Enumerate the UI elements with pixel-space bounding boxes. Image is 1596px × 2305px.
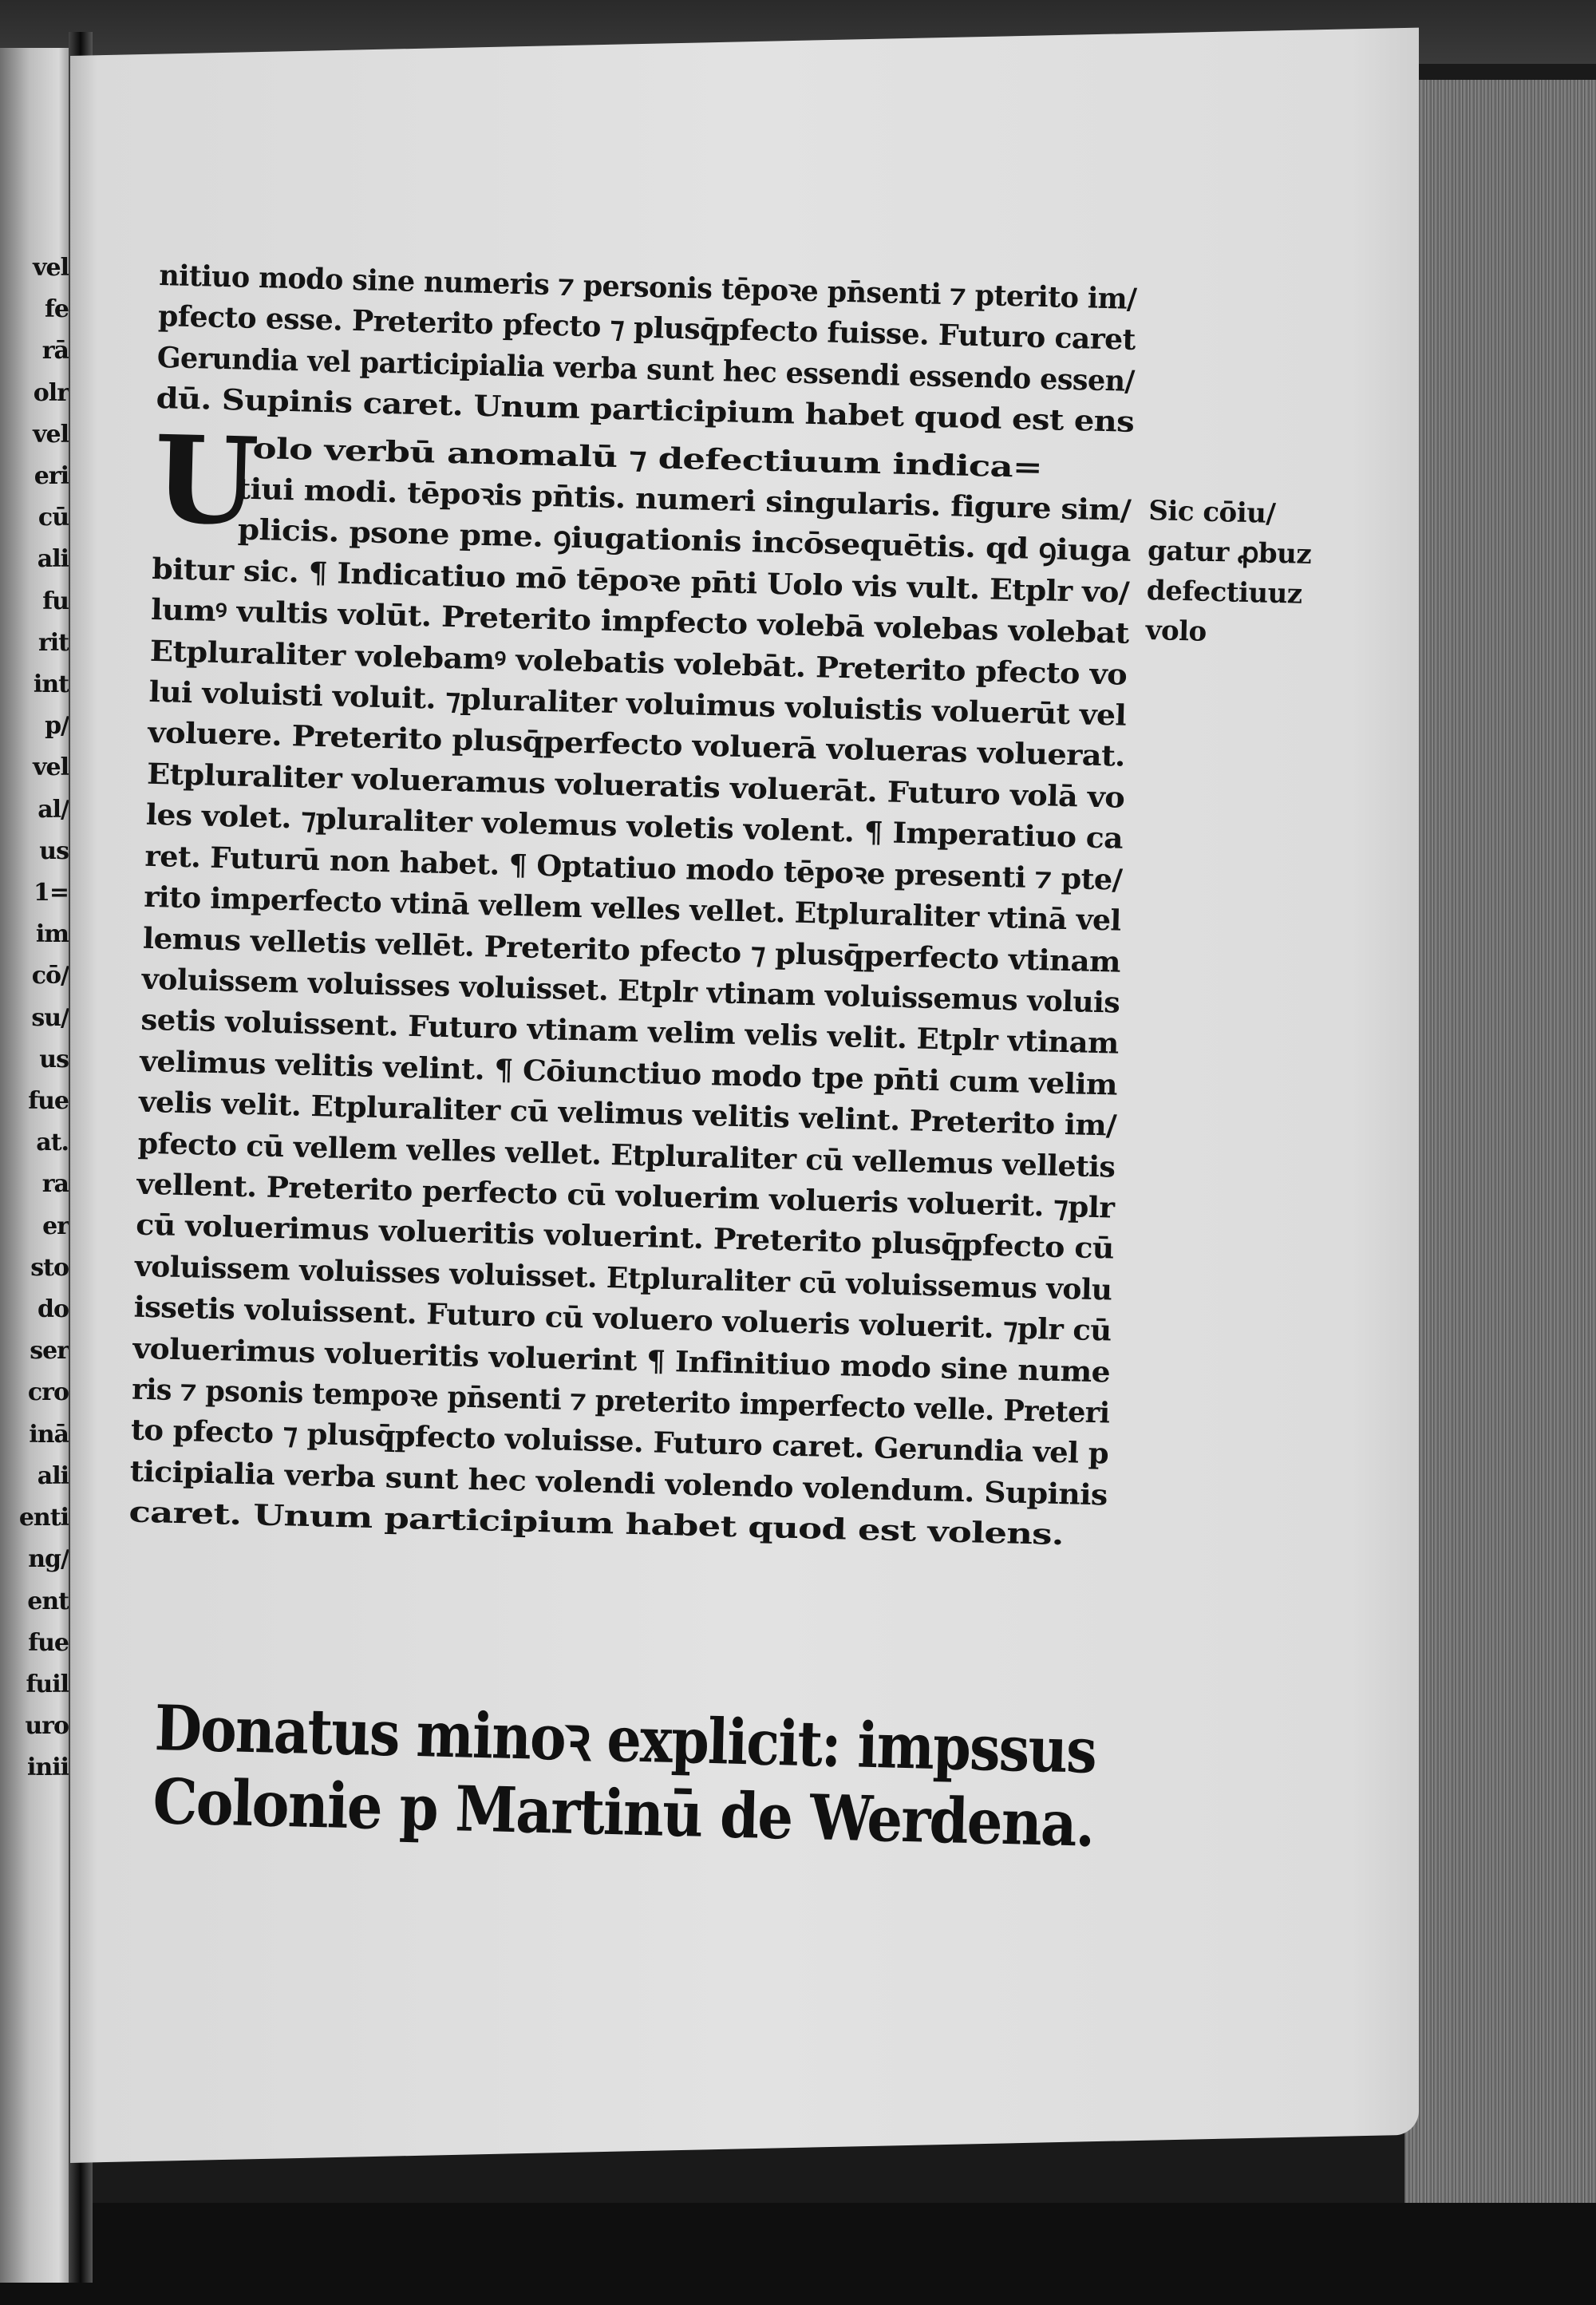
colophon xyxy=(152,1692,1161,1864)
left-page-fragment: cro xyxy=(27,1378,69,1407)
marginal-note-line: defectiuuz xyxy=(1146,574,1303,611)
left-page-fragment: at. xyxy=(36,1129,69,1157)
left-page xyxy=(0,48,73,2283)
marginal-note xyxy=(1145,491,1317,654)
marginal-note-line: volo xyxy=(1145,614,1207,648)
book-fore-edge xyxy=(1404,80,1596,2235)
left-page-fragment: us xyxy=(39,836,69,865)
left-page-fragment: rit xyxy=(38,628,69,657)
text-line: vellent. Preterito perfecto cū voluerim volueris voluerit. ⁊plr xyxy=(136,1167,1115,1225)
left-page-fragment: inā xyxy=(29,1420,69,1449)
left-page-fragment: fu xyxy=(42,587,69,615)
left-page-fragment: fue xyxy=(28,1087,69,1116)
text-line: lemus velletis vellēt. Preterito pfecto ⁊ plusq̄perfecto vtinam xyxy=(142,921,1121,979)
text-line: olo verbū anomalū ⁊ defectiuum indica= xyxy=(252,431,1043,484)
left-page-fragment: vel xyxy=(33,254,69,282)
marginal-note-line: Sic cōiu/ xyxy=(1148,494,1276,530)
left-page-fragment: vel xyxy=(33,753,69,782)
left-page-fragment: ent xyxy=(27,1587,69,1615)
left-page-fragment: ali xyxy=(37,545,69,574)
text-line: ticipialia verba sunt hec volendi volendo volendum. Supinis xyxy=(129,1454,1108,1512)
page-text-block xyxy=(128,255,1141,1557)
left-page-fragment: fue xyxy=(28,1628,69,1657)
text-line: ris ⁊ psonis tempoꝛe pn̄senti ⁊ preterito imperfecto velle. Preteri xyxy=(131,1372,1110,1430)
top-paragraph xyxy=(156,255,1141,444)
left-page-fragment: inii xyxy=(26,1753,69,1782)
left-page-fragment: cū xyxy=(38,504,69,532)
colophon-line-1: Donatus minoꝛ explicit: impssus xyxy=(153,1692,1097,1788)
left-page-fragment: im xyxy=(35,920,69,949)
left-page-fragment: olr xyxy=(33,378,69,407)
marginal-note-line: gatur ꝓbuz xyxy=(1147,534,1312,571)
text-line: pfecto esse. Preterito pfecto ⁊ plusq̄pfecto fuisse. Futuro caret xyxy=(157,299,1136,358)
left-page-fragment: cō/ xyxy=(31,962,69,990)
text-line: les volet. ⁊pluraliter volemus voletis volent. ¶ Imperatiuo ca xyxy=(145,798,1124,856)
left-page-fragment: us xyxy=(39,1045,69,1073)
left-page-fragment: ng/ xyxy=(28,1545,69,1574)
text-line: lui voluisti voluit. ⁊pluraliter voluimus voluistis voluerūt vel xyxy=(148,674,1127,733)
left-page-fragment: ser xyxy=(30,1337,69,1366)
left-page-fragment: ra xyxy=(41,1170,69,1199)
text-line: voluissem voluisses voluisset. Etpluraliter cū voluissemus volu xyxy=(134,1249,1112,1307)
left-page-fragment: do xyxy=(38,1295,69,1324)
text-line: lumꝰ vultis volūt. Preterito impfecto volebā volebas volebat xyxy=(150,593,1130,651)
text-line: tiui modi. tēpoꝛis pn̄tis. numeri singularis. figure sim/ xyxy=(236,472,1132,528)
text-line: plicis. psone pme. ꝯiugationis incōsequētis. qd ꝯiuga xyxy=(237,512,1132,569)
text-line: Etpluraliter volebamꝰ volebatis volebāt. Preterito pfecto vo xyxy=(149,634,1128,692)
book-bottom-shadow xyxy=(0,2203,1596,2305)
left-page-fragment: 1= xyxy=(33,879,69,907)
left-page-fragment: vel xyxy=(33,420,69,449)
text-line: bitur sic. ¶ Indicatiuo mō tēpoꝛe pn̄ti Uolo vis vult. Etplr vo/ xyxy=(151,552,1130,610)
text-line: cū voluerimus volueritis voluerint. Preterito plusq̄pfecto cū xyxy=(135,1208,1115,1266)
text-line: issetis voluissent. Futuro cū voluero volueris voluerit. ⁊plr cū xyxy=(133,1290,1112,1348)
text-line: ret. Futurū non habet. ¶ Optatiuo modo tēpoꝛe presenti ⁊ pte/ xyxy=(144,839,1123,897)
text-line: velimus velitis velint. ¶ Cōiunctiuo modo tpe pn̄ti cum velim xyxy=(139,1044,1118,1102)
left-page-fragment: enti xyxy=(18,1504,69,1532)
left-page-fragment: p/ xyxy=(45,712,69,741)
text-line: voluere. Preterito plusq̄perfecto voluerā volueras voluerat. xyxy=(147,716,1126,774)
left-page-fragment: su/ xyxy=(31,1003,69,1032)
left-page-fragment: sto xyxy=(30,1253,69,1282)
text-line: Gerundia vel participialia verba sunt hec essendi essendo essen/ xyxy=(156,340,1136,398)
left-page-fragment: fuil xyxy=(26,1670,69,1698)
text-line: velis velit. Etpluraliter cū velimus velitis velint. Preterito im/ xyxy=(138,1085,1117,1143)
left-page-fragment: rā xyxy=(41,337,69,366)
left-page-fragment: int xyxy=(33,670,69,699)
left-page-fragment: al/ xyxy=(38,795,69,824)
text-line: caret. Unum participium habet quod est volens. xyxy=(128,1495,1065,1552)
text-line: dū. Supinis caret. Unum participium habet quod est ens xyxy=(156,382,1135,440)
colophon-line-2: Colonie p Martinū de Werdena. xyxy=(152,1765,1095,1861)
left-page-fragment: uro xyxy=(25,1712,69,1741)
conjugation-paragraph xyxy=(128,549,1134,1557)
left-page-fragment: eri xyxy=(34,462,69,491)
text-line: voluissem voluisses voluisset. Etplr vtinam voluissemus voluis xyxy=(141,962,1120,1020)
text-line: pfecto cū vellem velles vellet. Etpluraliter cū vellemus velletis xyxy=(137,1126,1116,1184)
left-page-text-fragments xyxy=(0,247,69,1789)
left-page-fragment: fe xyxy=(45,295,69,324)
text-line: setis voluissent. Futuro vtinam velim velis velit. Etplr vtinam xyxy=(140,1003,1120,1061)
text-line: voluerimus volueritis voluerint ¶ Infinitiuo modo sine nume xyxy=(132,1331,1111,1390)
left-page-fragment: ali xyxy=(37,1461,69,1490)
text-line: nitiuo modo sine numeris ⁊ personis tēpoꝛe pn̄senti ⁊ pterito im/ xyxy=(158,258,1137,316)
drop-cap-initial: U xyxy=(152,409,261,552)
text-line: rito imperfecto vtinā vellem velles vellet. Etpluraliter vtinā vel xyxy=(143,880,1122,938)
text-line: Etpluraliter volueramus volueratis voluerāt. Futuro volā vo xyxy=(146,757,1125,815)
text-line: to pfecto ⁊ plusq̄pfecto voluisse. Futuro caret. Gerundia vel p xyxy=(130,1413,1109,1471)
left-page-fragment: er xyxy=(42,1212,69,1240)
